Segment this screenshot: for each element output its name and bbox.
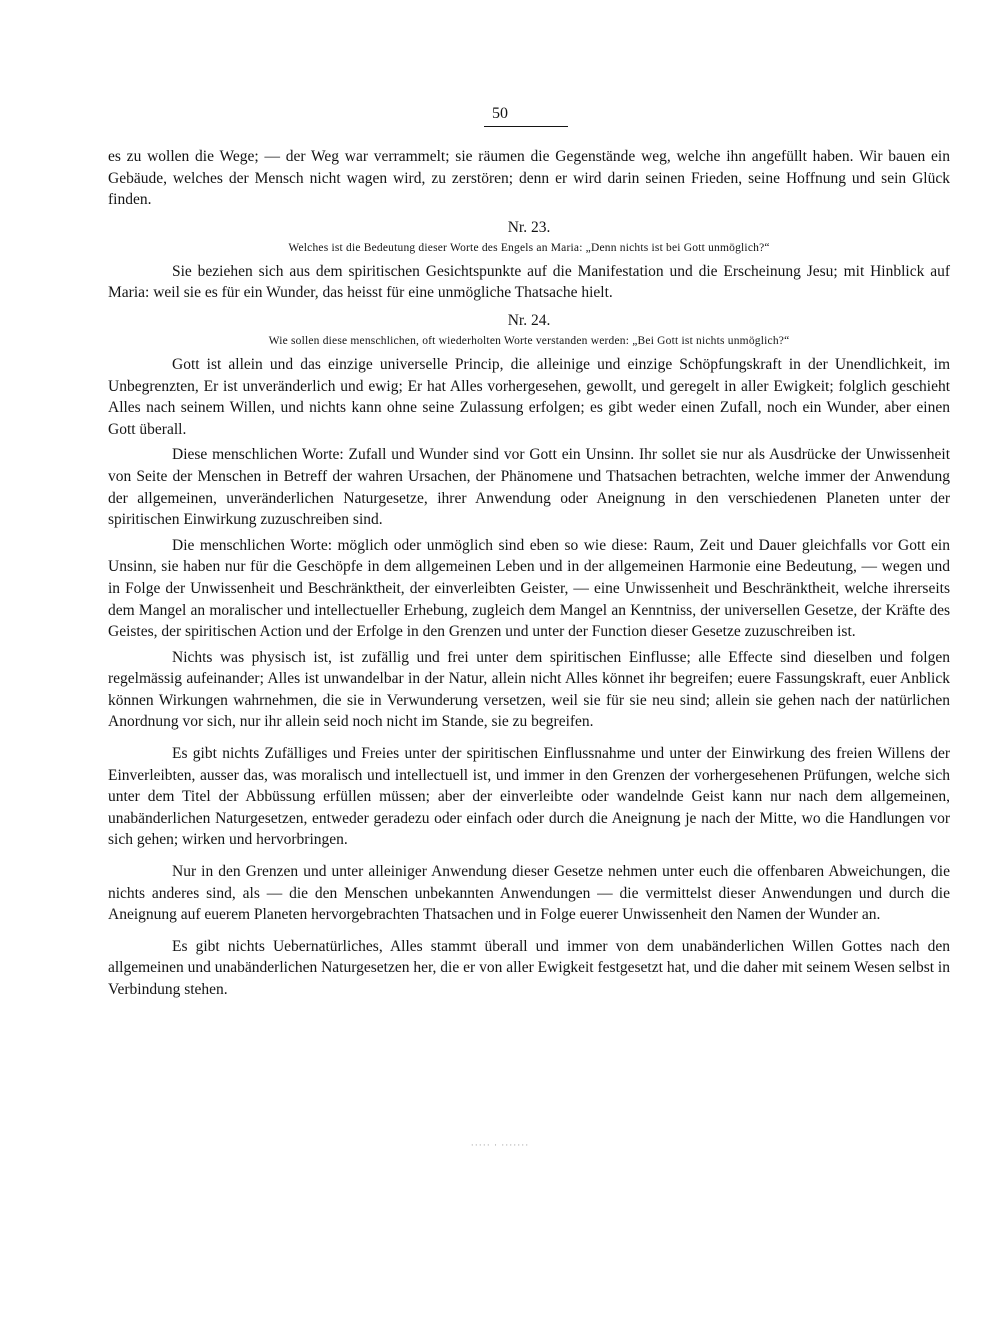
answer-nr-24-paragraph-7: Es gibt nichts Uebernatürliches, Alles stammt überall und immer von dem unabänderlichen Willen Gottes nach den allgemeinen und unabänderlichen Naturgesetzen her, die er von aller Ewigkeit festgesetzt hat, und die daher mit seinem Wesen selbst in Verbindung stehen. <box>108 937 950 998</box>
answer-nr-24-paragraph-5: Es gibt nichts Zufälliges und Freies unter der spiritischen Einflussnahme und unter der Einwirkung des freien Willens der Einverleibten, ausser das, was moralisch und intellectuell ist, und immer in den Grenzen der vorhergesehenen Prüfungen, welche sich unter dem Titel der Abbüssung erfüllen müssen; aber der einverleibte oder wandelnde Geist kann nur nach dem allgemeinen, unabänderlichen Naturgesetzen, entweder geradezu oder einfach oder durch die Aneignung je nach der Mitte, wo die Handlungen vor sich gehen; wirken und hervorbringen. <box>108 745 950 849</box>
answer-nr-24-paragraph-3: Die menschlichen Worte: möglich oder unmöglich sind eben so wie diese: Raum, Zeit und Dauer gleichfalls vor Gott ein Unsinn, sie haben nur für die Geschöpfe in dem allgemeinen Leben und in der allgemeinen Harmonie eine Bedeutung, — wegen und in Folge der Unwissenheit und Beschränktheit, der einverleibten Geister, — eine Unwissenheit und Beschränktheit, welche ihrerseits dem Mangel an moralischer und intellectueller Erhebung, zugleich dem Mangel an Kenntniss, der universellen Gesetze, der Kräfte des Geistes, der spiritischen Action und der Erfolge in den Grenzen und unter der Function dieser Gesetze zuzuschreiben ist. <box>108 536 950 641</box>
section-heading-nr-23: Nr. 23. <box>507 218 551 236</box>
question-nr-24: Wie sollen diese menschlichen, oft wiederholten Worte verstanden werden: „Bei Gott ist nichts unmöglich?“ <box>268 334 790 347</box>
question-nr-23: Welches ist die Bedeutung dieser Worte des Engels an Maria: „Denn nichts ist bei Gott unmöglich?“ <box>288 241 770 254</box>
page-number-rule <box>484 126 568 127</box>
end-ornament: ····· · ······· <box>470 1140 530 1150</box>
answer-nr-24-paragraph-4: Nichts was physisch ist, ist zufällig und frei unter dem spiritischen Einflusse; alle Effecte sind dieselben und folgen regelmässig aufeinander; Alles ist unwandelbar in der Natur, allein nicht Alles könnet ihr begreifen; euere Fassungskraft, euer Anblick können Wirkungen wahrnehmen, die sie in Verwunderung versetzen, weil sie für sie neu sind; allein sie gehen nach der natürlichen Anordnung vor sich, nur ihr allein seid noch nicht im Stande, sie zu begreifen. <box>108 648 950 731</box>
continuation-paragraph: es zu wollen die Wege; — der Weg war verrammelt; sie räumen die Gegenstände weg, welche ihn angefüllt haben. Wir bauen ein Gebäude, welches der Mensch nicht wagen wird, zu zerstören; denn er wird darin seinen Frieden, seine Hoffnung und sein Glück finden. <box>108 148 950 209</box>
page-body <box>108 146 950 1001</box>
page-number: 50 <box>492 105 508 122</box>
answer-nr-24-paragraph-1: Gott ist allein und das einzige universelle Princip, die alleinige und einzige Schöpfungskraft in der Unendlichkeit, im Unbegrenzten, Er ist unveränderlich und ewig; Er hat Alles vorhergesehen, gewollt, und geregelt in aller Ewigkeit; folglich geschieht Alles nach seinem Willen, und nichts kann ohne seine Zulassung erfolgen; es gibt weder einen Zufall, noch ein Wunder, aber einen Gott überall. <box>108 355 950 438</box>
answer-nr-23: Sie beziehen sich aus dem spiritischen Gesichtspunkte auf die Manifestation und die Erscheinung Jesu; mit Hinblick auf Maria: weil sie es für ein Wunder, das heisst für eine unmögliche Thatsache hielt. <box>108 262 950 302</box>
answer-nr-24-paragraph-2: Diese menschlichen Worte: Zufall und Wunder sind vor Gott ein Unsinn. Ihr sollet sie nur als Ausdrücke der Unwissenheit von Seite der Menschen in Betreff der wahren Ursachen, der Phänomene und Thatsachen betrachten, welche immer der Anwendung der allgemeinen, unveränderlichen Naturgesetze, ihrer Anwendung oder Aneignung in den verschiedenen Planeten unter der spiritischen Einwirkung zuzuschreiben sind. <box>108 446 950 529</box>
answer-nr-24-paragraph-6: Nur in den Grenzen und unter alleiniger Anwendung dieser Gesetze nehmen unter euch die offenbaren Abweichungen, die nichts anderes sind, als — die den Menschen unbekannten Anwendungen — die vermittelst dieser Anwendungen und durch die Aneignung auf euerem Planeten hervorgebrachten Thatsachen und in Folge euerer Unwissenheit den Namen der Wunder an. <box>108 863 950 924</box>
section-heading-nr-24: Nr. 24. <box>507 311 551 329</box>
